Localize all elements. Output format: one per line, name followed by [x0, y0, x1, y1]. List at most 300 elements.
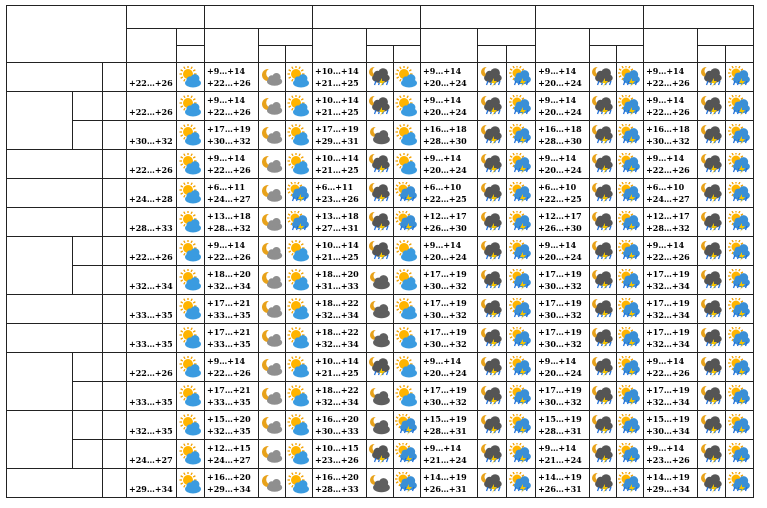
- weather-icon-night-cell: [478, 266, 507, 295]
- temp-cell: [205, 469, 259, 498]
- weather-icon-day-cell: [394, 411, 421, 440]
- temp-day-value: +20…+24: [538, 78, 582, 88]
- temp-night-value: +15…+19: [423, 414, 467, 424]
- temp-day-value: +28…+30: [423, 136, 467, 146]
- temp-column-header: [536, 29, 590, 63]
- weather-icon-day-cell: [617, 382, 644, 411]
- zone-label: [73, 411, 103, 440]
- temp-cell: [127, 63, 177, 92]
- temp-cell: [205, 324, 259, 353]
- temp-night-value: +12…+17: [423, 211, 467, 221]
- night-subheader: [259, 46, 286, 63]
- sunny-icon: [287, 95, 311, 117]
- cloudy-night-icon: [368, 472, 392, 494]
- thunderstorm-night-icon: [700, 269, 724, 291]
- temp-cell: [421, 179, 478, 208]
- temp-cell: [536, 469, 590, 498]
- temp-night-value: +17…+19: [207, 124, 251, 134]
- temp-cell: [127, 440, 177, 469]
- sunny-icon: [395, 385, 419, 407]
- thunderstorm-night-icon: [591, 211, 615, 233]
- thunderstorm-night-icon: [700, 385, 724, 407]
- temp-night-value: +9…+14: [646, 153, 685, 163]
- weather-icon-cell: [177, 208, 205, 237]
- sun-thunderstorm-icon: [728, 211, 752, 233]
- temp-night-value: +17…+21: [207, 327, 251, 337]
- temp-cell: [313, 208, 367, 237]
- weather-icon-day-cell: [507, 440, 536, 469]
- cloudy-night-icon: [368, 327, 392, 349]
- zone-label: [73, 440, 103, 469]
- sun-thunderstorm-icon: [509, 356, 533, 378]
- weather-icon-day-cell: [394, 150, 421, 179]
- weather-icon-day-cell: [726, 92, 754, 121]
- weather-icon-day-cell: [286, 440, 313, 469]
- temp-night-value: +17…+19: [538, 298, 582, 308]
- weather-icon-night-cell: [259, 92, 286, 121]
- temp-day-value: +24…+27: [207, 194, 251, 204]
- sunny-icon: [287, 472, 311, 494]
- sun-thunderstorm-icon: [395, 182, 419, 204]
- weather-icon-night-cell: [367, 121, 394, 150]
- region-row: [7, 92, 754, 121]
- temp-cell: [421, 324, 478, 353]
- temp-cell: [313, 63, 367, 92]
- temp-cell: [313, 295, 367, 324]
- temp-cell: [313, 121, 367, 150]
- weather-icon-cell: [177, 295, 205, 324]
- temp-day-value: +24…+27: [129, 455, 173, 465]
- sunny-icon: [287, 356, 311, 378]
- weather-icon-night-cell: [590, 208, 617, 237]
- weather-icon-day-cell: [394, 353, 421, 382]
- temp-cell: [205, 353, 259, 382]
- temp-night-value: +6…+10: [423, 182, 462, 192]
- temp-cell: [421, 382, 478, 411]
- temp-day-value: +20…+24: [538, 368, 582, 378]
- weather-icon-night-cell: [590, 411, 617, 440]
- temp-day-value: +22…+26: [207, 368, 251, 378]
- sunny-icon: [179, 443, 203, 465]
- temp-cell: [421, 411, 478, 440]
- temp-cell: [313, 469, 367, 498]
- temp-cell: [536, 440, 590, 469]
- weather-icon-night-cell: [478, 150, 507, 179]
- weather-icon-day-cell: [726, 353, 754, 382]
- day-subheader: [394, 46, 421, 63]
- temp-night-value: +6…+10: [538, 182, 577, 192]
- sunny-icon: [179, 211, 203, 233]
- temp-day-value: +28…+31: [423, 426, 467, 436]
- temp-cell: [127, 208, 177, 237]
- temp-day-value: +30…+32: [423, 397, 467, 407]
- sunny-icon: [179, 240, 203, 262]
- weather-icon-night-cell: [367, 295, 394, 324]
- sunny-icon: [287, 443, 311, 465]
- weather-icon-day-cell: [726, 237, 754, 266]
- header-row-dates: [7, 6, 754, 29]
- sunny-icon: [287, 124, 311, 146]
- weather-icon-day-cell: [726, 469, 754, 498]
- weather-icon-night-cell: [367, 324, 394, 353]
- weather-icon-day-cell: [507, 324, 536, 353]
- overcast-column-header: [698, 29, 754, 46]
- weather-icon-day-cell: [394, 63, 421, 92]
- temp-day-value: +30…+32: [207, 136, 251, 146]
- region-row: [7, 179, 754, 208]
- temp-cell: [313, 411, 367, 440]
- weather-icon-night-cell: [367, 237, 394, 266]
- region-row: [7, 150, 754, 179]
- sunny-icon: [287, 385, 311, 407]
- day-subheader: [507, 46, 536, 63]
- header-corner-cell: [7, 6, 127, 63]
- temp-night-value: [129, 297, 176, 309]
- temp-night-value: +18…+22: [315, 385, 359, 395]
- temp-night-value: +9…+14: [207, 95, 246, 105]
- weather-icon-night-cell: [259, 440, 286, 469]
- weather-icon-night-cell: [367, 440, 394, 469]
- weather-icon-night-cell: [259, 295, 286, 324]
- temp-day-value: +32…+34: [315, 397, 359, 407]
- night-subheader: [367, 46, 394, 63]
- partly-cloudy-night-icon: [260, 153, 284, 175]
- weather-icon-day-cell: [617, 353, 644, 382]
- weather-icon-day-cell: [507, 295, 536, 324]
- weather-icon-day-cell: [507, 63, 536, 92]
- sun-thunderstorm-icon: [618, 211, 642, 233]
- temp-night-value: +14…+19: [538, 472, 582, 482]
- temp-day-value: +20…+24: [423, 165, 467, 175]
- weather-icon-night-cell: [259, 237, 286, 266]
- region-row: [7, 63, 754, 92]
- thunderstorm-night-icon: [591, 240, 615, 262]
- temp-night-value: [129, 123, 176, 135]
- sunny-icon: [395, 124, 419, 146]
- temp-night-value: +9…+14: [207, 66, 246, 76]
- temp-night-value: +16…+18: [423, 124, 467, 134]
- thunderstorm-night-icon: [700, 182, 724, 204]
- date-header: [421, 6, 536, 29]
- temp-day-value: +32…+34: [129, 281, 173, 291]
- weather-icon-night-cell: [478, 63, 507, 92]
- temp-day-value: +33…+35: [129, 339, 173, 349]
- sun-thunderstorm-icon: [728, 385, 752, 407]
- temp-night-value: [129, 181, 176, 193]
- temp-day-value: +30…+32: [538, 397, 582, 407]
- temp-cell: [536, 121, 590, 150]
- temp-cell: [127, 411, 177, 440]
- weather-icon-night-cell: [590, 179, 617, 208]
- temp-day-value: +28…+31: [538, 426, 582, 436]
- partly-cloudy-night-icon: [260, 211, 284, 233]
- day-subheader: [286, 46, 313, 63]
- weather-icon-day-cell: [726, 266, 754, 295]
- sun-thunderstorm-icon: [509, 211, 533, 233]
- temp-day-value: +22…+25: [423, 194, 467, 204]
- weather-icon-day-cell: [726, 63, 754, 92]
- sun-thunderstorm-icon: [509, 124, 533, 146]
- weather-icon-day-cell: [286, 382, 313, 411]
- temp-night-value: +10…+14: [315, 153, 359, 163]
- night-subheader: [478, 46, 507, 63]
- temp-day-value: +24…+28: [129, 194, 173, 204]
- temp-night-value: +17…+19: [646, 298, 690, 308]
- temp-night-value: [129, 268, 176, 280]
- weather-icon-day-cell: [507, 469, 536, 498]
- temp-night-value: [129, 326, 176, 338]
- cloudy-night-icon: [368, 124, 392, 146]
- weather-icon-cell: [177, 63, 205, 92]
- weather-icon-cell: [177, 353, 205, 382]
- region-row: [7, 121, 754, 150]
- weather-icon-night-cell: [698, 469, 726, 498]
- date-header: [127, 6, 205, 29]
- weather-icon-night-cell: [478, 440, 507, 469]
- sun-thunderstorm-icon: [728, 124, 752, 146]
- temp-cell: [127, 92, 177, 121]
- weather-icon-day-cell: [617, 324, 644, 353]
- temp-night-value: +6…+11: [207, 182, 246, 192]
- temp-night-value: +18…+22: [315, 327, 359, 337]
- cloudy-night-icon: [368, 298, 392, 320]
- temp-night-value: +15…+19: [538, 414, 582, 424]
- temp-night-value: +10…+14: [315, 66, 359, 76]
- weather-icon-night-cell: [259, 353, 286, 382]
- temp-cell: [205, 121, 259, 150]
- weather-icon-night-cell: [698, 411, 726, 440]
- temp-cell: [421, 237, 478, 266]
- sunny-icon: [395, 240, 419, 262]
- weather-icon-day-cell: [726, 324, 754, 353]
- temp-day-value: +22…+26: [646, 368, 690, 378]
- temp-day-value: +23…+26: [315, 194, 359, 204]
- temp-cell: [127, 295, 177, 324]
- temp-night-value: +17…+19: [538, 327, 582, 337]
- temp-night-value: [129, 94, 176, 106]
- temp-column-header: [205, 29, 259, 63]
- sun-thunderstorm-icon: [509, 472, 533, 494]
- sunny-icon: [287, 153, 311, 175]
- weather-icon-day-cell: [394, 440, 421, 469]
- temp-night-value: +9…+14: [646, 95, 685, 105]
- weather-icon-night-cell: [367, 411, 394, 440]
- temp-cell: [313, 324, 367, 353]
- weather-icon-day-cell: [617, 63, 644, 92]
- temp-night-value: [129, 471, 176, 483]
- temp-night-value: +17…+19: [423, 385, 467, 395]
- weather-icon-night-cell: [259, 63, 286, 92]
- temp-cell: [644, 237, 698, 266]
- thunderstorm-night-icon: [480, 356, 504, 378]
- partly-cloudy-night-icon: [260, 414, 284, 436]
- weather-icon-day-cell: [286, 266, 313, 295]
- temp-night-value: +9…+14: [423, 356, 462, 366]
- temp-cell: [127, 121, 177, 150]
- temp-night-value: +18…+20: [207, 269, 251, 279]
- temp-night-value: +9…+14: [207, 153, 246, 163]
- temp-day-value: +32…+34: [315, 339, 359, 349]
- weather-icon-day-cell: [286, 237, 313, 266]
- temp-cell: [536, 208, 590, 237]
- temp-day-value: +32…+35: [207, 426, 251, 436]
- temp-night-value: +15…+20: [207, 414, 251, 424]
- region-name: [7, 150, 103, 179]
- night-day-labels: [103, 353, 127, 382]
- weather-icon-night-cell: [367, 150, 394, 179]
- weather-icon-night-cell: [478, 324, 507, 353]
- thunderstorm-night-icon: [591, 95, 615, 117]
- temp-day-value: +23…+26: [315, 455, 359, 465]
- forecast-table-wrap: [6, 5, 754, 498]
- weather-icon-day-cell: [507, 237, 536, 266]
- sun-thunderstorm-icon: [618, 414, 642, 436]
- partly-cloudy-night-icon: [260, 443, 284, 465]
- weather-icon-night-cell: [590, 295, 617, 324]
- temp-night-value: +17…+19: [423, 298, 467, 308]
- thunderstorm-night-icon: [480, 182, 504, 204]
- temp-night-value: +15…+19: [646, 414, 690, 424]
- sun-thunderstorm-icon: [728, 182, 752, 204]
- temp-day-value: +26…+31: [538, 484, 582, 494]
- weather-icon-cell: [177, 237, 205, 266]
- temp-cell: [421, 121, 478, 150]
- weather-icon-night-cell: [698, 324, 726, 353]
- temp-cell: [205, 411, 259, 440]
- night-day-labels: [103, 324, 127, 353]
- temp-day-value: +30…+32: [423, 310, 467, 320]
- temp-cell: [644, 208, 698, 237]
- temp-cell: [313, 266, 367, 295]
- temp-day-value: +30…+32: [538, 339, 582, 349]
- temp-cell: [127, 324, 177, 353]
- thunderstorm-night-icon: [700, 153, 724, 175]
- region-row: [7, 469, 754, 498]
- weather-icon-day-cell: [507, 92, 536, 121]
- temp-day-value: +21…+24: [423, 455, 467, 465]
- weather-icon-day-cell: [286, 63, 313, 92]
- region-row: [7, 411, 754, 440]
- weather-icon-night-cell: [367, 63, 394, 92]
- weather-icon-day-cell: [507, 411, 536, 440]
- sun-thunderstorm-icon: [509, 385, 533, 407]
- day-subheader: [617, 46, 644, 63]
- sunny-icon: [287, 414, 311, 436]
- temp-night-value: +13…+18: [207, 211, 251, 221]
- sunny-icon: [287, 240, 311, 262]
- sun-thunderstorm-icon: [395, 472, 419, 494]
- temp-day-value: +22…+26: [129, 165, 173, 175]
- weather-icon-day-cell: [617, 179, 644, 208]
- temp-cell: [205, 63, 259, 92]
- region-row: [7, 266, 754, 295]
- temp-day-value: +21…+24: [538, 455, 582, 465]
- temp-day-value: +33…+35: [207, 397, 251, 407]
- temp-cell: [205, 237, 259, 266]
- temp-cell: [644, 179, 698, 208]
- temp-night-value: +9…+14: [538, 240, 577, 250]
- thunderstorm-night-icon: [591, 182, 615, 204]
- sunny-icon: [179, 95, 203, 117]
- temp-day-value: +30…+32: [423, 339, 467, 349]
- temp-column-header: [644, 29, 698, 63]
- temp-column-header: [421, 29, 478, 63]
- thunderstorm-night-icon: [591, 66, 615, 88]
- day-subheader: [177, 46, 205, 63]
- sun-thunderstorm-icon: [618, 240, 642, 262]
- sun-thunderstorm-icon: [618, 472, 642, 494]
- sunny-icon: [179, 356, 203, 378]
- weather-icon-night-cell: [478, 237, 507, 266]
- region-name: [7, 92, 73, 150]
- temp-cell: [205, 208, 259, 237]
- temp-night-value: +9…+14: [646, 443, 685, 453]
- weather-icon-night-cell: [367, 179, 394, 208]
- weather-icon-day-cell: [617, 121, 644, 150]
- weather-icon-day-cell: [286, 92, 313, 121]
- temp-cell: [421, 63, 478, 92]
- temp-day-value: +20…+24: [423, 78, 467, 88]
- temp-day-value: +27…+31: [315, 223, 359, 233]
- sunny-icon: [179, 414, 203, 436]
- temp-night-value: +17…+19: [646, 385, 690, 395]
- sunny-icon: [179, 385, 203, 407]
- thunderstorm-night-icon: [700, 443, 724, 465]
- temp-day-value: +21…+25: [315, 107, 359, 117]
- partly-cloudy-night-icon: [260, 66, 284, 88]
- weather-icon-day-cell: [286, 208, 313, 237]
- temp-night-value: +6…+10: [646, 182, 685, 192]
- weather-icon-day-cell: [507, 179, 536, 208]
- temp-day-value: +30…+32: [646, 136, 690, 146]
- zone-label: [73, 237, 103, 266]
- sun-thunderstorm-icon: [618, 66, 642, 88]
- weather-icon-day-cell: [286, 324, 313, 353]
- date-header: [205, 6, 313, 29]
- sun-thunderstorm-icon: [509, 443, 533, 465]
- thunderstorm-night-icon: [591, 327, 615, 349]
- sunny-icon: [179, 269, 203, 291]
- temp-night-value: +9…+14: [538, 95, 577, 105]
- temp-day-value: +20…+24: [538, 165, 582, 175]
- region-row: [7, 382, 754, 411]
- temp-cell: [421, 469, 478, 498]
- temp-night-value: +16…+20: [315, 414, 359, 424]
- temp-cell: [644, 295, 698, 324]
- weather-icon-night-cell: [698, 208, 726, 237]
- temp-day-value: +22…+26: [207, 78, 251, 88]
- weather-icon-night-cell: [259, 208, 286, 237]
- weather-icon-day-cell: [286, 179, 313, 208]
- temp-cell: [421, 266, 478, 295]
- region-row: [7, 353, 754, 382]
- temp-night-value: +14…+19: [423, 472, 467, 482]
- temp-night-value: +9…+14: [538, 443, 577, 453]
- thunderstorm-night-icon: [700, 66, 724, 88]
- night-day-labels: [103, 121, 127, 150]
- thunderstorm-night-icon: [591, 269, 615, 291]
- temp-day-value: +22…+26: [646, 78, 690, 88]
- weather-icon-night-cell: [259, 469, 286, 498]
- thunderstorm-night-icon: [700, 327, 724, 349]
- partly-cloudy-night-icon: [260, 269, 284, 291]
- temp-cell: [421, 353, 478, 382]
- night-day-labels: [103, 382, 127, 411]
- weather-icon-night-cell: [590, 63, 617, 92]
- thunderstorm-night-icon: [591, 298, 615, 320]
- weather-icon-night-cell: [259, 150, 286, 179]
- temp-day-value: +22…+26: [129, 252, 173, 262]
